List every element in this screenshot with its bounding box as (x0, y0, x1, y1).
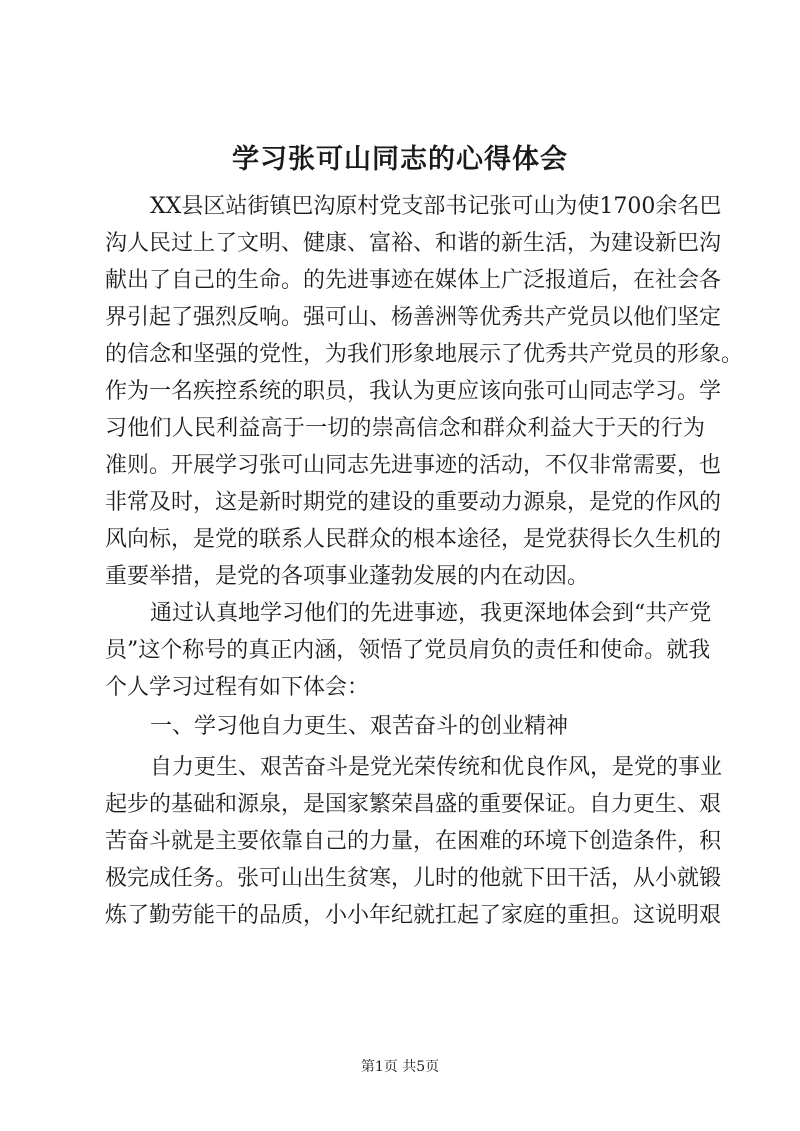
text-line: 准则。开展学习张可山同志先进事迹的活动，不仅非常需要，也 (105, 453, 722, 478)
page-footer: 第1页 共5页 (360, 1059, 440, 1075)
text-line: 献出了自己的生命。的先进事迹在媒体上广泛报道后，在社会各 (105, 268, 722, 293)
text-line: 作为一名疾控系统的职员，我认为更应该向张可山同志学习。学 (105, 379, 722, 404)
text-line: 起步的基础和源泉，是国家繁荣昌盛的重要保证。自力更生、艰 (105, 792, 722, 817)
text-line: 沟人民过上了文明、健康、富裕、和谐的新生活，为建设新巴沟 (105, 231, 722, 256)
text-line: 重要举措，是党的各项事业蓬勃发展的内在动因。 (105, 564, 590, 589)
text-line: 炼了勤劳能干的品质，小小年纪就扛起了家庭的重担。这说明艰 (105, 903, 722, 928)
section-heading: 一、学习他自力更生、艰苦奋斗的创业精神 (150, 714, 569, 739)
text-line: 风向标，是党的联系人民群众的根本途径，是党获得长久生机的 (105, 527, 722, 552)
text-line: XX县区站街镇巴沟原村党支部书记张可山为使1700余名巴 (150, 194, 722, 219)
text-line: 界引起了强烈反响。强可山、杨善洲等优秀共产党员以他们坚定 (105, 305, 722, 330)
text-line: 苦奋斗就是主要依靠自己的力量，在困难的环境下创造条件，积 (105, 829, 722, 854)
text-line: 个人学习过程有如下体会： (105, 675, 370, 700)
text-line: 自力更生、艰苦奋斗是党光荣传统和优良作风，是党的事业 (150, 755, 723, 780)
text-line: 通过认真地学习他们的先进事迹，我更深地体会到“共产党 (150, 601, 712, 626)
text-line: 员”这个称号的真正内涵，领悟了党员肩负的责任和使命。就我 (105, 638, 711, 663)
text-line: 习他们人民利益高于一切的崇高信念和群众利益大于天的行为 (105, 416, 705, 441)
text-line: 非常及时，这是新时期党的建设的重要动力源泉，是党的作风的 (105, 490, 722, 515)
page-title: 学习张可山同志的心得体会 (232, 144, 568, 175)
text-line: 极完成任务。张可山出生贫寒，儿时的他就下田干活，从小就锻 (105, 866, 722, 891)
text-line: 的信念和坚强的党性，为我们形象地展示了优秀共产党员的形象。 (105, 342, 744, 367)
